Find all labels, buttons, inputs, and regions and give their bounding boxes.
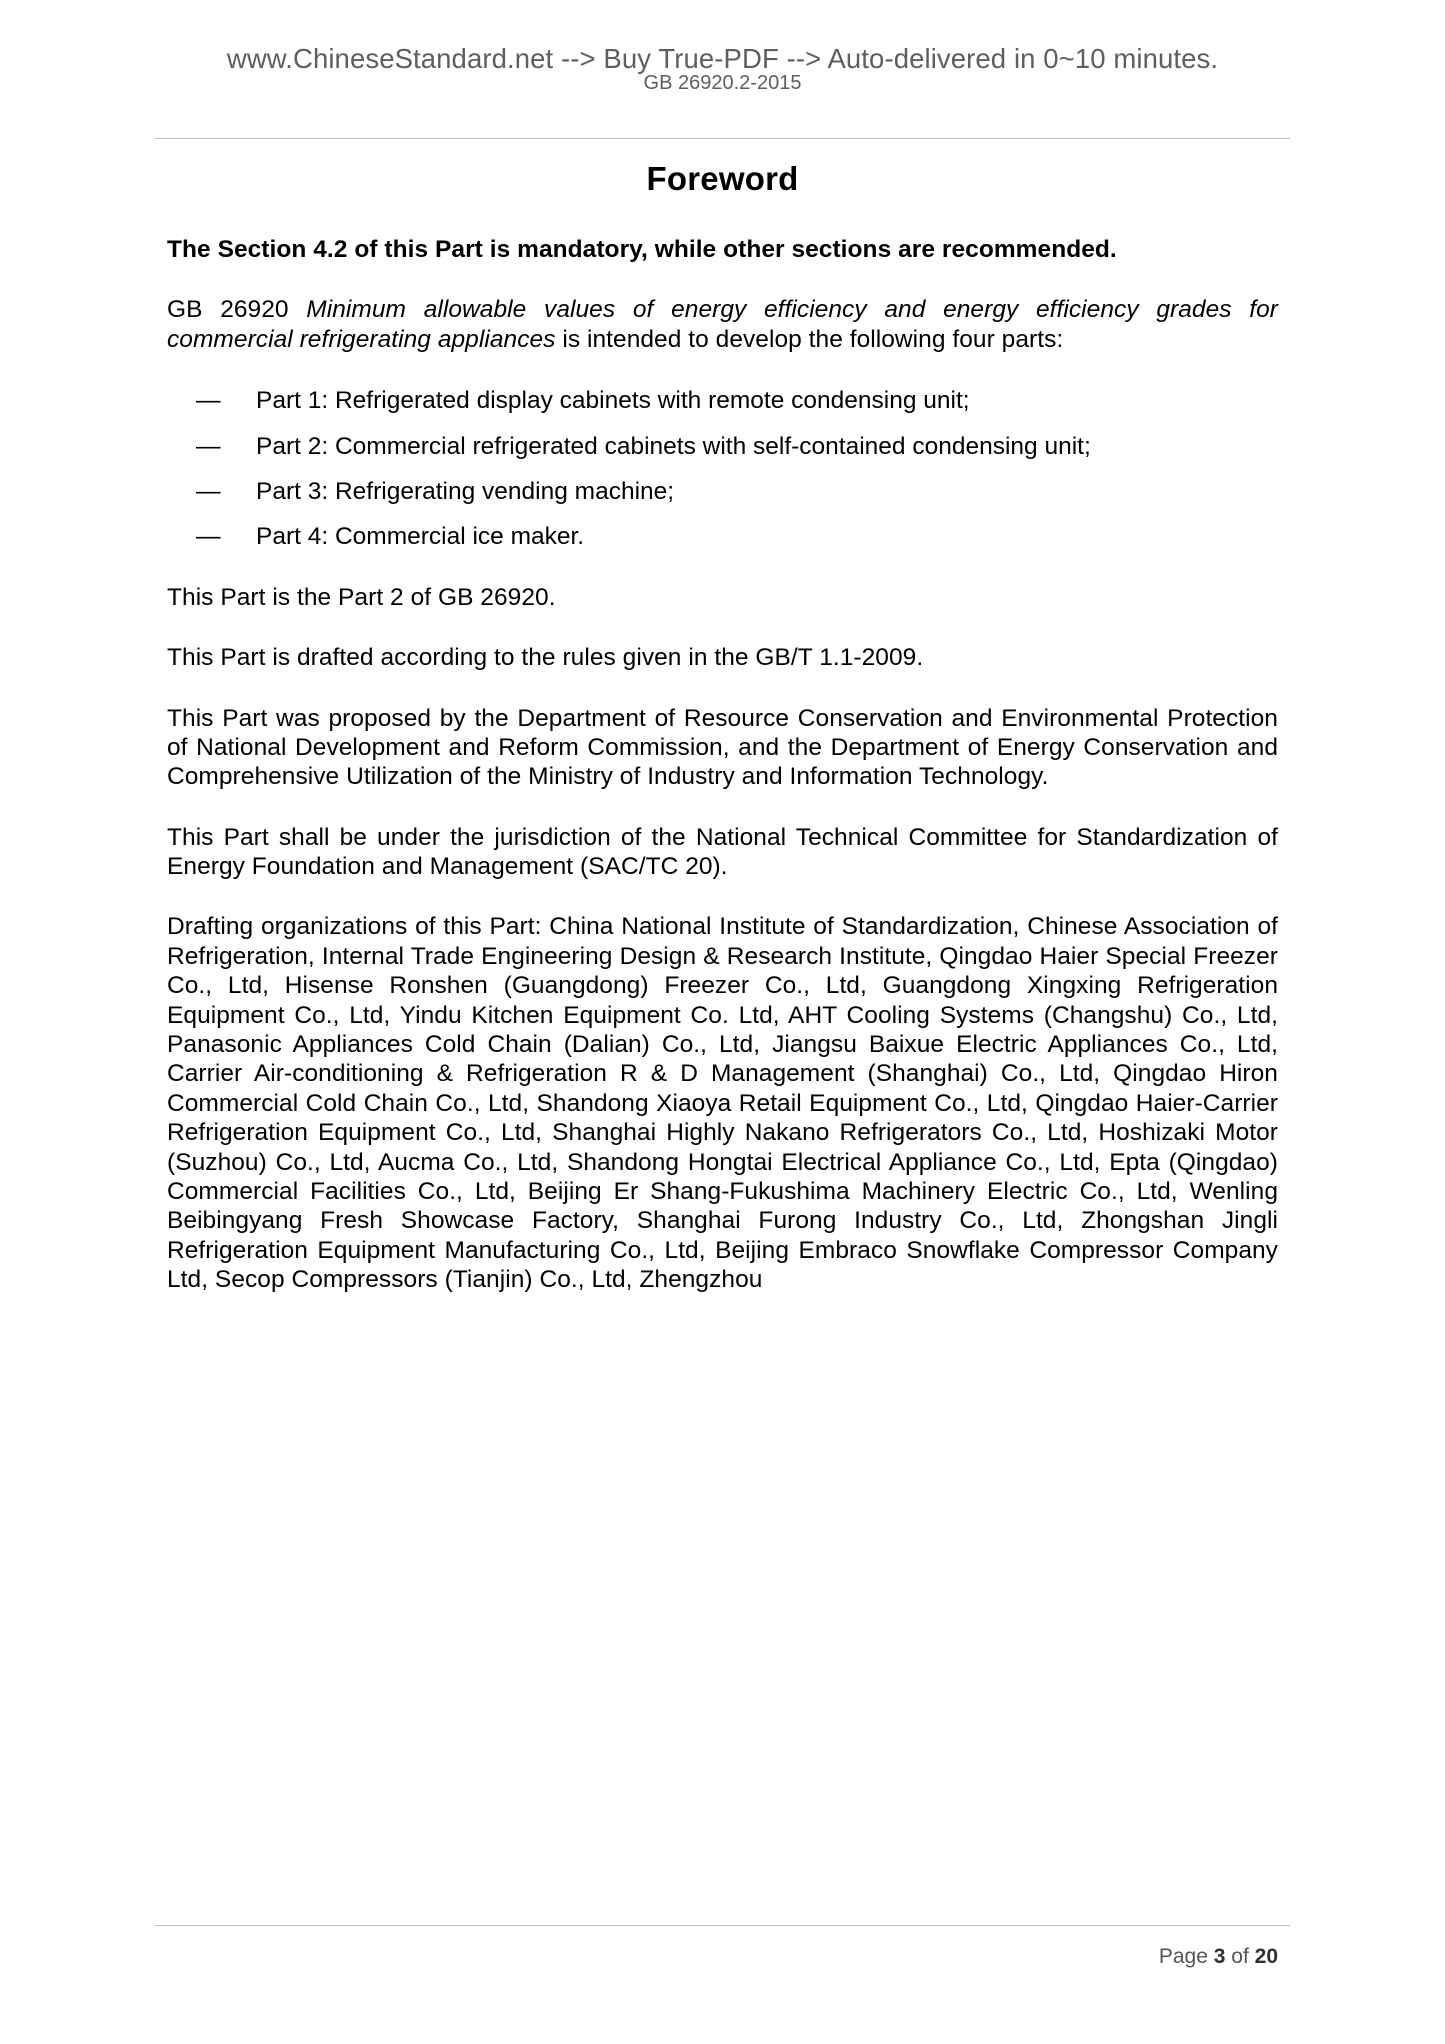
scope-intro-title-italic: Minimum allowable values of energy efficiency and energy efficiency grades for commercial refrigerating appliances: [167, 296, 1278, 353]
page-title: Foreword: [646, 160, 799, 197]
scope-intro-suffix: is intended to develop the following four parts:: [555, 325, 1064, 353]
mandatory-note-paragraph: The Section 4.2 of this Part is mandatory, while other sections are recommended.: [167, 236, 1117, 263]
footer-page-prefix: Page: [1158, 1945, 1214, 1968]
list-item-label: Part 3: Refrigerating vending machine;: [256, 477, 675, 505]
standard-number-label: GB 26920.2-2015: [643, 72, 802, 95]
footer-divider: [155, 1925, 1290, 1926]
jurisdiction-paragraph: This Part shall be under the jurisdiction of the National Technical Committee for Standardization of Energy Foundation and Management (SAC/TC 20).: [167, 823, 1278, 881]
em-dash-bullet-icon: —: [196, 432, 221, 460]
watermark-promo-line: www.ChineseStandard.net --> Buy True-PDF --> Auto-delivered in 0~10 minutes.: [226, 43, 1219, 74]
list-item-label: Part 1: Refrigerated display cabinets with remote condensing unit;: [256, 387, 970, 415]
document-content: [167, 138, 1278, 1295]
list-item-label: Part 4: Commercial ice maker.: [256, 523, 585, 551]
em-dash-bullet-icon: —: [196, 523, 221, 551]
drafting-organizations-paragraph: Drafting organizations of this Part: China National Institute of Standardization, Chinese Association of Refrigeration, Internal Trade Engineering Design & Research Institute, Qingdao Haier Special Freezer Co., Ltd, Hisense Ronshen (Guangdong) Freezer Co., Ltd, Guangdong Xingxing Refrigeration Equipment Co., Ltd, Yindu Kitchen Equipment Co. Ltd, AHT Cooling Systems (Changshu) Co., Ltd, Panasonic Appliances Cold Chain (Dalian) Co., Ltd, Jiangsu Baixue Electric Appliances Co., Ltd, Carrier Air-conditioning & Refrigeration R & D Management (Shanghai) Co., Ltd, Qingdao Hiron Commercial Cold Chain Co., Ltd, Shandong Xiaoya Retail Equipment Co., Ltd, Qingdao Haier-Carrier Refrigeration Equipment Co., Ltd, Shanghai Highly Nakano Refrigerators Co., Ltd, Hoshizaki Motor (Suzhou) Co., Ltd, Aucma Co., Ltd, Shandong Hongtai Electrical Appliance Co., Ltd, Epta (Qingdao) Commercial Facilities Co., Ltd, Beijing Er Shang-Fukushima Machinery Electric Co., Ltd, Wenling Beibingyang Fresh Showcase Factory, Shanghai Furong Industry Co., Ltd, Zhongshan Jingli Refrigeration Equipment Manufacturing Co., Ltd, Beijing Embraco Snowflake Compressor Company Ltd, Secop Compressors (Tianjin) Co., Ltd, Zhengzhou: [167, 913, 1278, 1294]
footer-page-middle: of: [1225, 1945, 1255, 1968]
parts-list: [167, 354, 1278, 552]
watermark-header: [0, 44, 1445, 94]
list-item: [196, 370, 1278, 415]
this-part-paragraph: This Part is the Part 2 of GB 26920.: [167, 583, 556, 611]
page-footer: [167, 1945, 1278, 1969]
em-dash-bullet-icon: —: [196, 387, 221, 415]
list-item: [196, 461, 1278, 506]
scope-intro-paragraph: [167, 264, 1278, 354]
footer-page-total: 20: [1254, 1945, 1278, 1968]
list-item: [196, 416, 1278, 461]
drafted-rules-paragraph: This Part is drafted according to the rules given in the GB/T 1.1-2009.: [167, 644, 924, 672]
list-item-label: Part 2: Commercial refrigerated cabinets with self-contained condensing unit;: [256, 432, 1091, 460]
list-item: [196, 506, 1278, 551]
proposed-by-paragraph: This Part was proposed by the Department of Resource Conservation and Environmental Protection of National Development and Reform Commission, and the Department of Energy Conservation and Comprehensive Utilization of the Ministry of Industry and Information Technology.: [167, 704, 1278, 791]
scope-intro-prefix: GB 26920: [167, 296, 307, 324]
footer-page-number: 3: [1213, 1945, 1226, 1968]
em-dash-bullet-icon: —: [196, 477, 221, 505]
